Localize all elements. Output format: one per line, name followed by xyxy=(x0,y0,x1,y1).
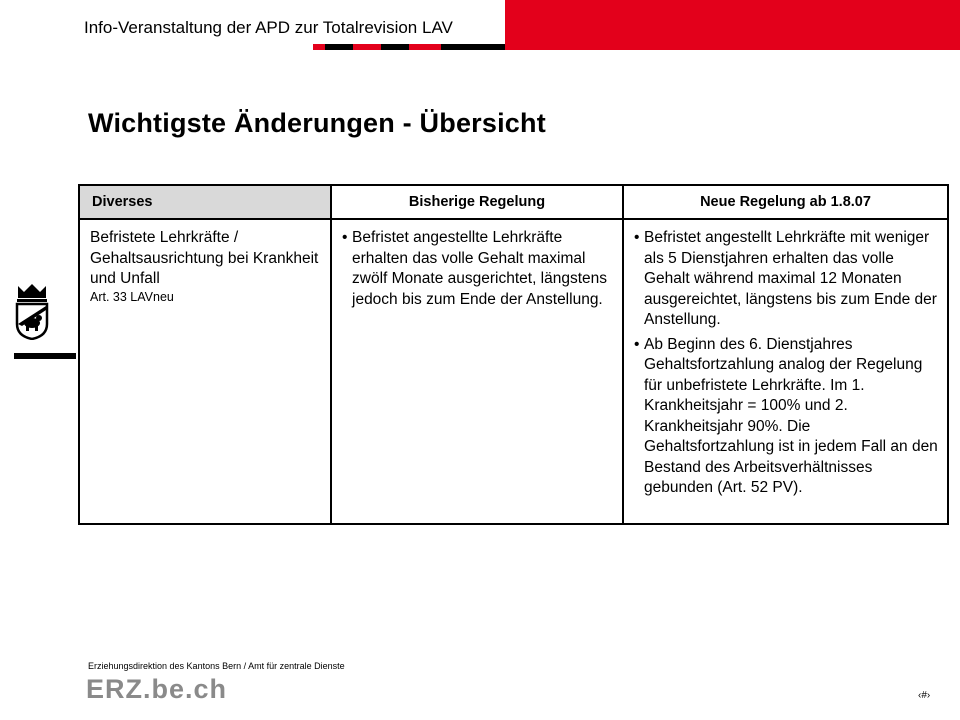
header-segment xyxy=(409,44,441,50)
column-header-new: Neue Regelung ab 1.8.07 xyxy=(623,185,948,219)
header-red-bar xyxy=(505,0,960,50)
header-segment xyxy=(325,44,353,50)
new-rule-item: • Ab Beginn des 6. Dienstjahres Gehaltsfortzahlung analog der Regelung für unbefristete Lehrkräfte. Im 1. Krankheitsjahr = 100% und 2. Krankheitsjahr 90%. Die Gehaltsfortzahlung ist in jedem Fall an den Bestand des Arbeitsverhältnisses gebunden (Art. 52 PV). xyxy=(634,335,939,499)
new-rule-item: • Befristet angestellt Lehrkräfte mit weniger als 5 Dienstjahren erhalten das volle Gehalt während maximal 12 Monaten ausgereichtet, längstens bis zum Ende der Anstellung. xyxy=(634,228,939,331)
presentation-title: Info-Veranstaltung der APD zur Totalrevision LAV xyxy=(84,18,453,37)
logo-underline xyxy=(14,353,76,359)
header-segment xyxy=(381,44,409,50)
topic-reference: Art. 33 LAVneu xyxy=(90,289,174,304)
table-row xyxy=(79,219,948,524)
column-header-old: Bisherige Regelung xyxy=(331,185,623,219)
topic-text: Befristete Lehrkräfte / Gehaltsausrichtung bei Krankheit und Unfall xyxy=(90,229,319,287)
old-rule-cell xyxy=(331,219,623,524)
erz-logo: ERZ.be.ch xyxy=(86,674,228,704)
column-header-diverses: Diverses xyxy=(79,185,331,219)
header-segment xyxy=(353,44,381,50)
new-rule-cell xyxy=(623,219,948,524)
topic-cell xyxy=(79,219,331,524)
slide-title: Wichtigste Änderungen - Übersicht xyxy=(88,108,546,138)
page-number: ‹#› xyxy=(918,690,931,701)
footer-organisation: Erziehungsdirektion des Kantons Bern / Amt für zentrale Dienste xyxy=(88,661,345,671)
changes-table xyxy=(78,184,949,525)
old-rule-item: • Befristet angestellte Lehrkräfte erhalten das volle Gehalt maximal zwölf Monate ausgerichtet, längstens jedoch bis zum Ende der Anstellung. xyxy=(342,228,614,310)
header-segment xyxy=(313,44,325,50)
header-segment xyxy=(441,44,505,50)
bern-crest-icon xyxy=(14,284,50,340)
